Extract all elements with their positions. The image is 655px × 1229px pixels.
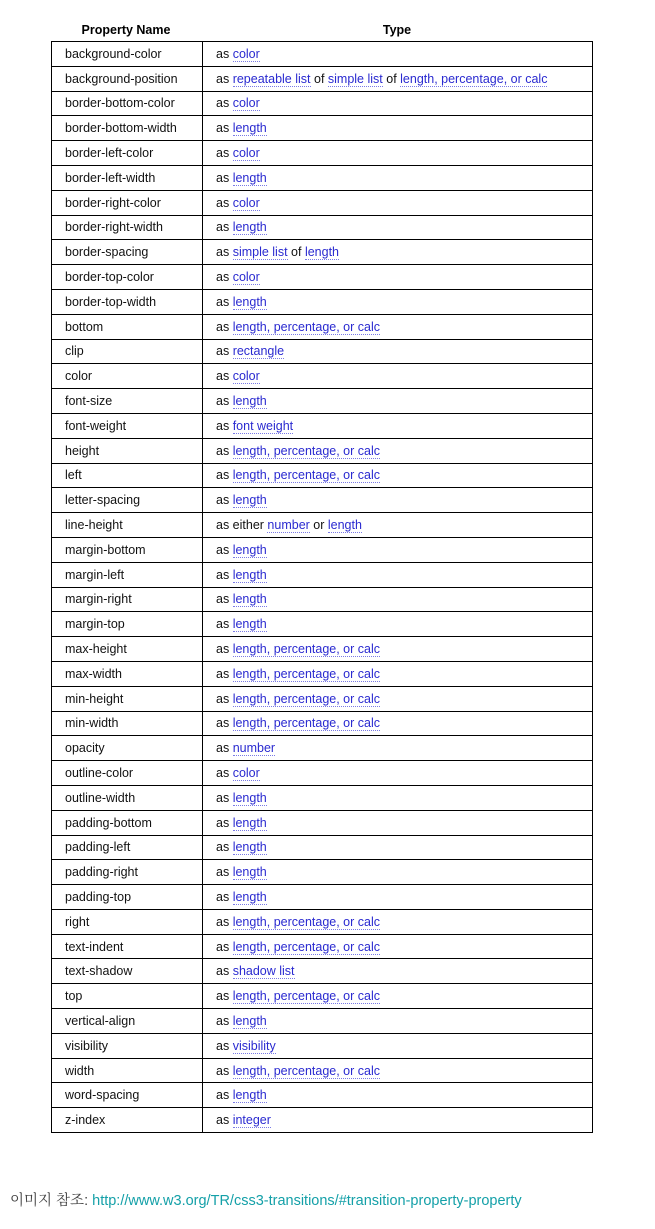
- property-name-cell: border-left-color: [52, 141, 203, 166]
- table-row: [52, 984, 593, 1009]
- type-text: as: [216, 319, 233, 334]
- property-name-cell: padding-bottom: [52, 810, 203, 835]
- property-name-cell: border-right-width: [52, 215, 203, 240]
- type-text: as: [216, 1088, 233, 1103]
- property-name-cell: border-bottom-color: [52, 91, 203, 116]
- type-link[interactable]: font weight: [232, 418, 294, 433]
- type-link[interactable]: length: [232, 220, 267, 235]
- property-type-cell: [203, 686, 593, 711]
- type-text: as: [216, 840, 233, 855]
- property-table: [51, 41, 593, 1133]
- type-link[interactable]: color: [232, 270, 260, 285]
- property-name-cell: border-top-color: [52, 265, 203, 290]
- type-text: as: [216, 294, 233, 309]
- table-row: [52, 513, 593, 538]
- table-row: [52, 364, 593, 389]
- image-source-caption: [10, 1189, 522, 1210]
- property-type-cell: [203, 314, 593, 339]
- property-type-cell: [203, 1083, 593, 1108]
- type-text: as: [216, 369, 233, 384]
- type-link[interactable]: length: [232, 617, 267, 632]
- table-row: [52, 165, 593, 190]
- table-row: [52, 339, 593, 364]
- type-text: as: [216, 1113, 233, 1128]
- property-type-cell: [203, 413, 593, 438]
- type-text: as: [216, 766, 233, 780]
- type-link[interactable]: repeatable list: [232, 71, 311, 86]
- table-row: [52, 1033, 593, 1058]
- table-row: [52, 190, 593, 215]
- property-name-cell: outline-width: [52, 785, 203, 810]
- table-row: [52, 612, 593, 637]
- property-name-cell: opacity: [52, 736, 203, 761]
- type-link[interactable]: simple list: [327, 71, 383, 86]
- property-name-cell: min-height: [52, 686, 203, 711]
- type-text: as: [216, 170, 233, 185]
- property-type-cell: [203, 463, 593, 488]
- property-name-cell: letter-spacing: [52, 488, 203, 513]
- type-text: as: [216, 989, 233, 1004]
- property-type-cell: [203, 91, 593, 116]
- type-text: as: [216, 666, 233, 681]
- property-type-cell: [203, 389, 593, 414]
- table-row: [52, 562, 593, 587]
- type-text: of: [382, 71, 401, 86]
- type-text: as: [216, 121, 233, 136]
- property-type-cell: [203, 909, 593, 934]
- type-text: of: [310, 71, 328, 86]
- type-link[interactable]: color: [232, 96, 260, 111]
- table-row: [52, 1058, 593, 1083]
- property-name-cell: border-left-width: [52, 165, 203, 190]
- type-link[interactable]: rectangle: [232, 344, 285, 359]
- property-type-cell: [203, 289, 593, 314]
- table-row: [52, 587, 593, 612]
- table-row: [52, 1009, 593, 1034]
- type-link[interactable]: integer: [232, 1113, 271, 1128]
- property-name-cell: word-spacing: [52, 1083, 203, 1108]
- type-link[interactable]: color: [232, 195, 260, 210]
- type-text: as: [216, 1063, 233, 1078]
- table-row: [52, 959, 593, 984]
- property-name-cell: margin-top: [52, 612, 203, 637]
- table-row: [52, 637, 593, 662]
- property-type-cell: [203, 1033, 593, 1058]
- table-row: [52, 314, 593, 339]
- type-text: as: [216, 245, 233, 260]
- type-text: as: [216, 71, 233, 86]
- type-link[interactable]: length, percentage, or calc: [232, 443, 381, 458]
- type-link[interactable]: length, percentage, or calc: [232, 716, 381, 731]
- property-name-cell: width: [52, 1058, 203, 1083]
- type-link[interactable]: length: [232, 889, 267, 904]
- table-row: [52, 686, 593, 711]
- type-text: as: [216, 865, 233, 880]
- type-text: as: [216, 741, 233, 756]
- property-name-cell: max-height: [52, 637, 203, 662]
- property-type-cell: [203, 438, 593, 463]
- type-link[interactable]: length: [232, 170, 267, 185]
- table-row: [52, 1083, 593, 1108]
- type-link[interactable]: length: [232, 493, 267, 508]
- type-link[interactable]: shadow list: [232, 964, 295, 979]
- type-text: as: [216, 790, 233, 805]
- property-name-cell: color: [52, 364, 203, 389]
- table-row: [52, 661, 593, 686]
- property-name-cell: max-width: [52, 661, 203, 686]
- type-link[interactable]: length: [232, 790, 267, 805]
- type-text: as: [216, 344, 233, 359]
- type-text: as: [216, 443, 233, 458]
- property-type-cell: [203, 488, 593, 513]
- type-link[interactable]: length: [232, 815, 267, 830]
- type-link[interactable]: length: [232, 1013, 267, 1028]
- table-row: [52, 885, 593, 910]
- type-text: as: [216, 592, 233, 607]
- table-header: [51, 17, 592, 41]
- type-link[interactable]: length, percentage, or calc: [232, 691, 381, 706]
- table-row: [52, 91, 593, 116]
- type-link[interactable]: length, percentage, or calc: [232, 914, 381, 929]
- type-link[interactable]: length: [232, 840, 267, 855]
- type-text: as: [216, 270, 233, 285]
- type-link[interactable]: length: [304, 245, 339, 260]
- property-type-cell: [203, 1058, 593, 1083]
- property-type-cell: [203, 736, 593, 761]
- type-link[interactable]: length: [232, 865, 267, 880]
- property-name-cell: min-width: [52, 711, 203, 736]
- property-table-container: [51, 17, 592, 1133]
- property-type-cell: [203, 141, 593, 166]
- table-row: [52, 909, 593, 934]
- table-row: [52, 711, 593, 736]
- property-type-cell: [203, 587, 593, 612]
- type-link[interactable]: color: [232, 766, 260, 780]
- property-type-cell: [203, 190, 593, 215]
- table-row: [52, 761, 593, 786]
- property-name-cell: top: [52, 984, 203, 1009]
- type-text: as: [216, 815, 233, 830]
- table-row: [52, 240, 593, 265]
- type-text: as: [216, 691, 233, 706]
- property-type-cell: [203, 984, 593, 1009]
- type-text: as: [216, 567, 233, 582]
- table-row: [52, 1108, 593, 1133]
- property-name-cell: padding-top: [52, 885, 203, 910]
- property-type-cell: [203, 165, 593, 190]
- property-name-cell: bottom: [52, 314, 203, 339]
- type-text: as: [216, 220, 233, 235]
- type-link[interactable]: length, percentage, or calc: [400, 71, 548, 86]
- property-name-cell: text-indent: [52, 934, 203, 959]
- type-link[interactable]: length: [232, 121, 267, 136]
- property-type-cell: [203, 835, 593, 860]
- property-name-cell: margin-bottom: [52, 537, 203, 562]
- property-name-cell: margin-right: [52, 587, 203, 612]
- table-row: [52, 289, 593, 314]
- caption-label: 이미지 참조:: [10, 1193, 93, 1209]
- header-property-name: Property Name: [81, 23, 171, 37]
- type-text: as: [216, 939, 233, 954]
- property-name-cell: line-height: [52, 513, 203, 538]
- table-row: [52, 785, 593, 810]
- table-row: [52, 463, 593, 488]
- property-name-cell: font-weight: [52, 413, 203, 438]
- type-link[interactable]: number: [232, 741, 276, 756]
- property-name-cell: height: [52, 438, 203, 463]
- type-text: as: [216, 96, 233, 111]
- table-row: [52, 934, 593, 959]
- property-type-cell: [203, 537, 593, 562]
- property-type-cell: [203, 339, 593, 364]
- table-row: [52, 66, 593, 91]
- type-text: as: [216, 914, 233, 929]
- table-row: [52, 537, 593, 562]
- property-type-cell: [203, 66, 593, 91]
- property-name-cell: border-top-width: [52, 289, 203, 314]
- property-type-cell: [203, 513, 593, 538]
- property-type-cell: [203, 711, 593, 736]
- table-row: [52, 835, 593, 860]
- table-row: [52, 810, 593, 835]
- type-text: as either: [216, 518, 268, 533]
- property-type-cell: [203, 637, 593, 662]
- property-name-cell: left: [52, 463, 203, 488]
- property-name-cell: padding-left: [52, 835, 203, 860]
- property-name-cell: border-right-color: [52, 190, 203, 215]
- type-text: as: [216, 617, 233, 632]
- type-link[interactable]: length, percentage, or calc: [232, 939, 381, 954]
- property-type-cell: [203, 612, 593, 637]
- type-text: or: [309, 518, 328, 533]
- property-name-cell: background-position: [52, 66, 203, 91]
- type-text: as: [216, 146, 233, 161]
- type-text: as: [216, 716, 233, 731]
- type-text: as: [216, 964, 233, 979]
- property-type-cell: [203, 934, 593, 959]
- property-type-cell: [203, 1108, 593, 1133]
- type-text: as: [216, 542, 233, 557]
- type-link[interactable]: length: [232, 294, 267, 309]
- type-link[interactable]: length, percentage, or calc: [232, 1063, 381, 1078]
- property-name-cell: margin-left: [52, 562, 203, 587]
- property-name-cell: visibility: [52, 1033, 203, 1058]
- property-name-cell: outline-color: [52, 761, 203, 786]
- property-type-cell: [203, 860, 593, 885]
- type-link[interactable]: length: [232, 567, 267, 582]
- property-name-cell: font-size: [52, 389, 203, 414]
- type-link[interactable]: length, percentage, or calc: [232, 642, 381, 657]
- property-type-cell: [203, 215, 593, 240]
- type-text: as: [216, 394, 233, 409]
- type-link[interactable]: color: [232, 146, 260, 161]
- property-name-cell: padding-right: [52, 860, 203, 885]
- table-row: [52, 116, 593, 141]
- table-row: [52, 488, 593, 513]
- type-link[interactable]: simple list: [232, 245, 288, 260]
- property-type-cell: [203, 761, 593, 786]
- property-type-cell: [203, 364, 593, 389]
- property-type-cell: [203, 116, 593, 141]
- property-type-cell: [203, 42, 593, 67]
- type-link[interactable]: color: [232, 369, 260, 384]
- property-type-cell: [203, 661, 593, 686]
- table-row: [52, 438, 593, 463]
- type-link[interactable]: length, percentage, or calc: [232, 989, 381, 1004]
- type-text: as: [216, 468, 233, 483]
- property-type-cell: [203, 1009, 593, 1034]
- table-row: [52, 141, 593, 166]
- type-link[interactable]: length: [327, 518, 362, 533]
- property-type-cell: [203, 562, 593, 587]
- type-link[interactable]: length: [232, 542, 267, 557]
- header-type: Type: [382, 23, 412, 37]
- type-text: of: [287, 245, 305, 260]
- type-link[interactable]: length: [232, 1088, 267, 1103]
- type-text: as: [216, 1013, 233, 1028]
- property-type-cell: [203, 959, 593, 984]
- property-name-cell: clip: [52, 339, 203, 364]
- type-text: as: [216, 195, 233, 210]
- type-link[interactable]: visibility: [232, 1038, 276, 1053]
- property-type-cell: [203, 885, 593, 910]
- caption-source-link[interactable]: http://www.w3.org/TR/css3-transitions/#transition-property-property: [92, 1193, 522, 1209]
- type-link[interactable]: length: [232, 394, 267, 409]
- property-name-cell: right: [52, 909, 203, 934]
- property-type-cell: [203, 265, 593, 290]
- table-row: [52, 265, 593, 290]
- property-name-cell: border-bottom-width: [52, 116, 203, 141]
- property-name-cell: border-spacing: [52, 240, 203, 265]
- property-type-cell: [203, 810, 593, 835]
- table-row: [52, 42, 593, 67]
- type-text: as: [216, 418, 233, 433]
- property-name-cell: text-shadow: [52, 959, 203, 984]
- table-row: [52, 389, 593, 414]
- table-row: [52, 860, 593, 885]
- type-text: as: [216, 493, 233, 508]
- type-link[interactable]: length, percentage, or calc: [232, 666, 381, 681]
- type-text: as: [216, 1038, 233, 1053]
- property-type-cell: [203, 785, 593, 810]
- type-text: as: [216, 642, 233, 657]
- type-link[interactable]: length: [232, 592, 267, 607]
- type-text: as: [216, 46, 233, 61]
- property-name-cell: z-index: [52, 1108, 203, 1133]
- property-name-cell: background-color: [52, 42, 203, 67]
- table-row: [52, 215, 593, 240]
- table-row: [52, 413, 593, 438]
- type-link[interactable]: length, percentage, or calc: [232, 319, 381, 334]
- type-link[interactable]: color: [232, 46, 260, 61]
- type-link[interactable]: number: [267, 518, 310, 533]
- table-row: [52, 736, 593, 761]
- property-type-cell: [203, 240, 593, 265]
- property-name-cell: vertical-align: [52, 1009, 203, 1034]
- type-link[interactable]: length, percentage, or calc: [232, 468, 381, 483]
- type-text: as: [216, 889, 233, 904]
